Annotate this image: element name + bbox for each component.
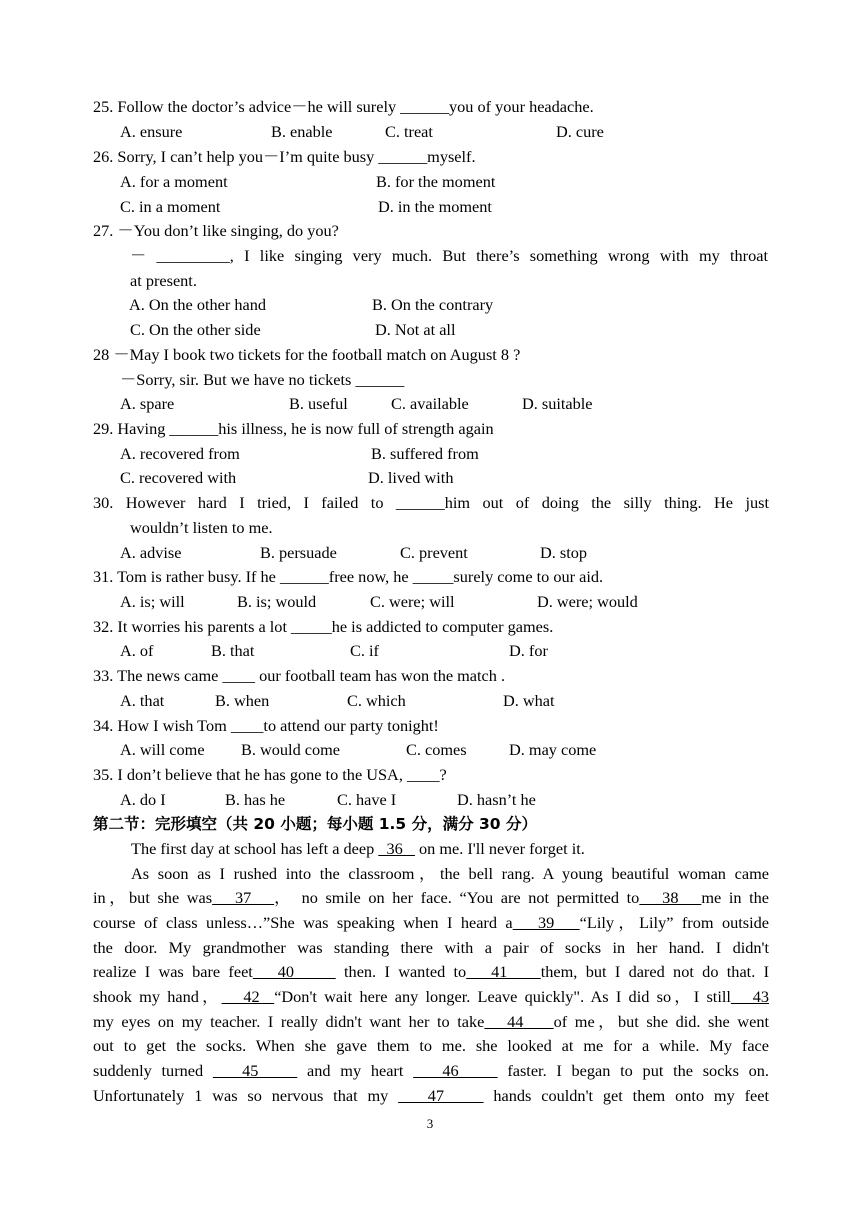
option-b: B. for the moment — [376, 172, 496, 191]
option-a: A. advise — [120, 543, 182, 562]
question-30-stem: 30. However hard I tried, I failed to ______him out of doing the silly thing. He just — [93, 493, 769, 512]
question-29-options-row2 — [120, 467, 796, 489]
question-35-options — [120, 789, 796, 811]
option-b: B. useful — [289, 394, 348, 413]
passage-text: The first day at school has left a deep — [131, 839, 379, 858]
question-30-options — [120, 542, 796, 564]
passage-text: “Don't wait here any longer. Leave quickly". As I did so，I still — [274, 987, 731, 1006]
option-d: D. hasn’t he — [457, 790, 536, 809]
question-34-options — [120, 739, 796, 761]
passage-text: faster. I began to put the socks on. — [497, 1061, 769, 1080]
question-28-stem: 28 －May I book two tickets for the football match on August 8 ? — [93, 345, 521, 364]
option-d: D. lived with — [368, 468, 454, 487]
option-a: A. that — [120, 691, 165, 710]
passage-text: shook my hand， — [93, 987, 222, 1006]
blank-37: 37 — [212, 888, 275, 907]
option-c: C. On the other side — [130, 320, 261, 339]
question-32-options — [120, 640, 796, 662]
question-25-options — [120, 121, 796, 143]
passage-text: out to get the socks. When she gave them to me. she looked at me for a while. My face — [93, 1036, 769, 1055]
option-d: D. Not at all — [375, 320, 456, 339]
option-d: D. may come — [509, 740, 597, 759]
question-27-stem: 27. －You don’t like singing, do you? — [93, 221, 339, 240]
blank-45: 45 — [212, 1061, 298, 1080]
question-34-stem: 34. How I wish Tom ____to attend our party tonight! — [93, 716, 439, 735]
blank-38: 38 — [639, 888, 702, 907]
passage-text: in，but she was — [93, 888, 213, 907]
option-a: A. is; will — [120, 592, 185, 611]
option-d: D. for — [509, 641, 548, 660]
option-a: A. spare — [120, 394, 175, 413]
passage-line-9 — [93, 1035, 769, 1057]
question-28-options — [120, 393, 796, 415]
passage-line-11 — [93, 1085, 769, 1107]
question-29-stem: 29. Having ______his illness, he is now full of strength again — [93, 419, 494, 438]
option-d: D. what — [503, 691, 555, 710]
question-26-options — [120, 171, 796, 193]
question-26-stem: 26. Sorry, I can’t help you－I’m quite busy ______myself. — [93, 147, 476, 166]
passage-text: Unfortunately 1 was so nervous that my — [93, 1086, 399, 1105]
passage-line-1 — [131, 838, 769, 860]
blank-40: 40 — [252, 962, 336, 981]
option-a: A. of — [120, 641, 154, 660]
option-c: C. treat — [385, 122, 433, 141]
option-a: A. ensure — [120, 122, 183, 141]
question-27-options — [129, 294, 805, 316]
question-32-stem: 32. It worries his parents a lot _____he is addicted to computer games. — [93, 617, 554, 636]
passage-text: and my heart — [297, 1061, 414, 1080]
question-25-stem: 25. Follow the doctor’s advice－he will surely ______you of your headache. — [93, 97, 594, 116]
option-b: B. enable — [271, 122, 333, 141]
option-b: B. that — [211, 641, 255, 660]
passage-text: ， no smile on her face. “You are not permitted to — [274, 888, 640, 907]
option-a: A. for a moment — [120, 172, 228, 191]
option-c: C. recovered with — [120, 468, 237, 487]
passage-text: the door. My grandmother was standing there with a pair of socks in her hand. I didn't — [93, 938, 769, 957]
option-c: C. were; will — [370, 592, 455, 611]
question-27-stem-line2: － _________, I like singing very much. But there’s something wrong with my throat — [130, 246, 768, 265]
passage-text: suddenly turned — [93, 1061, 213, 1080]
question-35-stem: 35. I don’t believe that he has gone to the USA, ____? — [93, 765, 447, 784]
option-d: D. suitable — [522, 394, 593, 413]
option-c: C. if — [350, 641, 379, 660]
passage-text: then. I wanted to — [335, 962, 467, 981]
option-b: B. On the contrary — [372, 295, 494, 314]
option-d: D. stop — [540, 543, 588, 562]
option-a: A. do I — [120, 790, 166, 809]
question-30-stem-line2: wouldn’t listen to me. — [130, 518, 273, 537]
passage-line-6 — [93, 961, 769, 983]
passage-text: them, but I dared not do that. I — [540, 962, 770, 981]
passage-text: on me. I'll never forget it. — [414, 839, 585, 858]
question-27-stem-line3: at present. — [130, 271, 197, 290]
passage-line-5 — [93, 937, 769, 959]
blank-44: 44 — [484, 1012, 554, 1031]
option-b: B. is; would — [237, 592, 317, 611]
option-d: D. cure — [556, 122, 604, 141]
passage-line-7 — [93, 986, 769, 1008]
blank-46: 46 — [413, 1061, 498, 1080]
passage-text: me in the — [701, 888, 770, 907]
passage-text: course of class unless…”She was speaking when I heard a — [93, 913, 513, 932]
option-a: A. will come — [120, 740, 205, 759]
option-b: B. persuade — [260, 543, 337, 562]
passage-text: of me，but she did. she went — [553, 1012, 769, 1031]
passage-text: my eyes on my teacher. I really didn't want her to take — [93, 1012, 485, 1031]
option-d: D. were; would — [537, 592, 638, 611]
question-29-options — [120, 443, 796, 465]
blank-39: 39 — [512, 913, 580, 932]
option-c: C. have I — [337, 790, 397, 809]
question-28-stem-line2: －Sorry, sir. But we have no tickets ______ — [120, 370, 405, 389]
question-26-options-row2 — [120, 196, 796, 218]
option-d: D. in the moment — [378, 197, 492, 216]
page-number: 3 — [426, 1116, 434, 1131]
blank-43: 43 — [730, 987, 769, 1006]
option-b: B. suffered from — [371, 444, 479, 463]
passage-text: hands couldn't get them onto my feet — [483, 1086, 769, 1105]
option-c: C. which — [347, 691, 406, 710]
option-c: C. comes — [406, 740, 467, 759]
option-a: A. recovered from — [120, 444, 240, 463]
option-b: B. would come — [241, 740, 341, 759]
passage-line-8 — [93, 1011, 769, 1033]
option-b: B. has he — [225, 790, 286, 809]
question-33-stem: 33. The news came ____ our football team has won the match . — [93, 666, 506, 685]
passage-line-2 — [131, 863, 769, 885]
blank-42: 42 — [221, 987, 275, 1006]
passage-text: realize I was bare feet — [93, 962, 253, 981]
passage-line-3 — [93, 887, 769, 909]
passage-line-4 — [93, 912, 769, 934]
option-a: A. On the other hand — [129, 295, 266, 314]
option-c: C. in a moment — [120, 197, 221, 216]
blank-47: 47 — [398, 1086, 484, 1105]
section-heading: 第二节：完形填空（共 20 小题；每小题 1.5 分，满分 30 分） — [93, 815, 537, 833]
passage-line-10 — [93, 1060, 769, 1082]
question-33-options — [120, 690, 796, 712]
question-31-stem: 31. Tom is rather busy. If he ______free now, he _____surely come to our aid. — [93, 567, 604, 586]
question-31-options — [120, 591, 796, 613]
blank-41: 41 — [466, 962, 541, 981]
question-27-options-row2 — [129, 319, 805, 341]
option-c: C. prevent — [400, 543, 468, 562]
passage-text: As soon as I rushed into the classroom，the bell rang. A young beautiful woman came — [131, 864, 769, 883]
option-b: B. when — [215, 691, 270, 710]
option-c: C. available — [391, 394, 469, 413]
passage-text: “Lily，Lily” from outside — [579, 913, 770, 932]
blank-36: 36 — [378, 839, 415, 858]
